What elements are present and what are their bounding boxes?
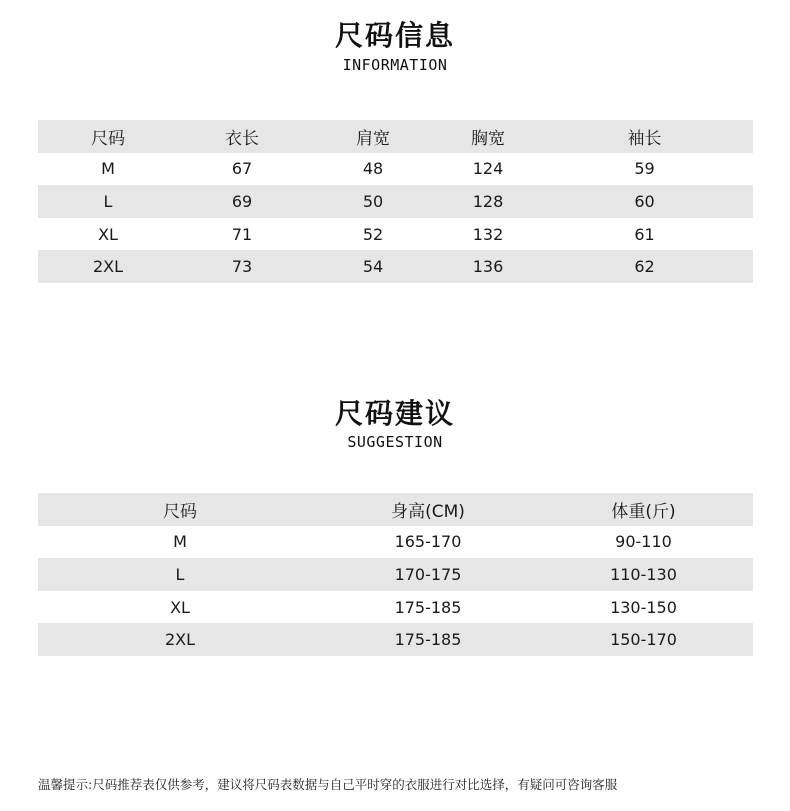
suggestion-header-row [38, 493, 753, 526]
cell-chest: 132 [472, 224, 504, 244]
cell-weight: 110-130 [534, 558, 753, 591]
information-table [38, 120, 753, 283]
table-row [38, 185, 753, 218]
cell-shoulder: 54 [306, 250, 440, 283]
suggestion-title: 尺码建议 [334, 397, 455, 430]
table-row [38, 623, 753, 656]
cell-height: 175-185 [322, 623, 534, 656]
footer-note: 温馨提示:尺码推荐表仅供参考，建议将尺码表数据与自己平时穿的衣服进行对比选择，有疑问可咨询客服 [38, 777, 618, 792]
table-row [38, 153, 753, 186]
cell-size: L [38, 185, 178, 218]
header-sleeve: 袖长 [536, 120, 753, 153]
header-shoulder: 肩宽 [306, 120, 440, 153]
cell-weight: 150-170 [534, 623, 753, 656]
cell-height: 170-175 [322, 558, 534, 591]
cell-chest: 128 [440, 185, 536, 218]
suggestion-table [38, 493, 753, 656]
header-weight: 体重(斤) [534, 493, 753, 526]
header-chest: 胸宽 [440, 120, 536, 153]
table-row [38, 591, 753, 624]
cell-chest: 124 [472, 159, 504, 179]
table-row [38, 558, 753, 591]
cell-size: M [173, 532, 187, 552]
cell-sleeve: 59 [634, 159, 655, 179]
cell-height: 165-170 [394, 532, 462, 552]
cell-length: 67 [231, 159, 253, 179]
cell-weight: 90-110 [615, 532, 672, 552]
cell-chest: 136 [440, 250, 536, 283]
cell-size: 2XL [38, 623, 322, 656]
information-header-row [38, 120, 753, 153]
suggestion-subtitle: SUGGESTION [347, 433, 443, 451]
cell-shoulder: 50 [306, 185, 440, 218]
information-subtitle: INFORMATION [342, 56, 448, 74]
cell-height: 175-185 [394, 597, 462, 617]
table-row [38, 526, 753, 559]
cell-size: 2XL [38, 250, 178, 283]
header-size: 尺码 [38, 120, 178, 153]
cell-shoulder: 48 [362, 159, 384, 179]
header-length: 衣长 [178, 120, 306, 153]
cell-length: 69 [178, 185, 306, 218]
cell-size: XL [170, 597, 190, 617]
cell-sleeve: 62 [536, 250, 753, 283]
cell-size: M [101, 159, 115, 179]
cell-length: 73 [178, 250, 306, 283]
cell-weight: 130-150 [610, 597, 677, 617]
header-size: 尺码 [38, 493, 322, 526]
cell-sleeve: 60 [536, 185, 753, 218]
cell-shoulder: 52 [362, 224, 384, 244]
information-title: 尺码信息 [334, 19, 455, 52]
table-row [38, 250, 753, 283]
table-row [38, 218, 753, 251]
cell-sleeve: 61 [634, 224, 655, 244]
cell-length: 71 [231, 224, 253, 244]
header-height: 身高(CM) [322, 493, 534, 526]
cell-size: L [38, 558, 322, 591]
cell-size: XL [98, 224, 118, 244]
